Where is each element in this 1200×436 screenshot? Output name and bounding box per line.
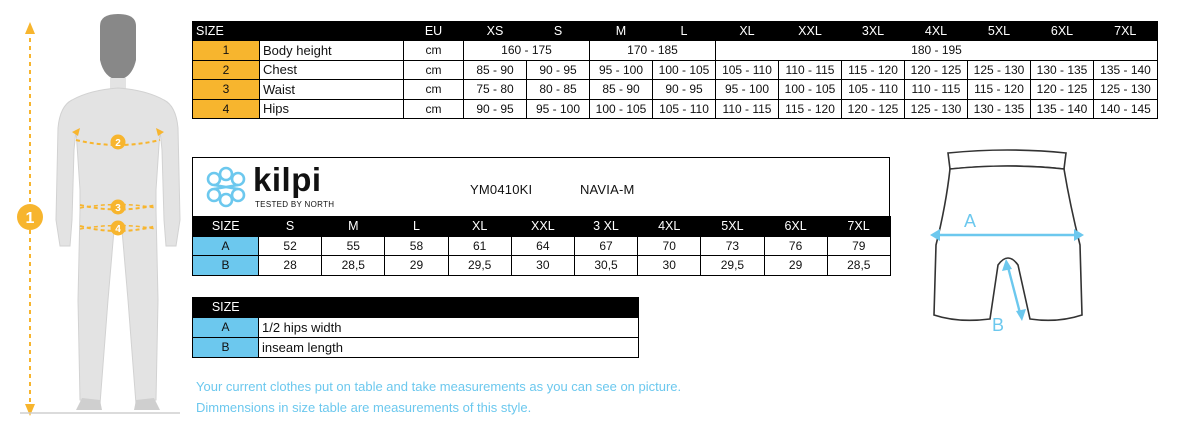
legend-header-row (193, 298, 639, 318)
size-row (193, 99, 1158, 119)
size-cell: 90 - 95 (527, 60, 590, 80)
style-row-key: A (193, 236, 259, 256)
style-cell: 28,5 (322, 256, 385, 276)
style-cell: 70 (638, 236, 701, 256)
style-header-cell: M (322, 217, 385, 237)
style-cell: 79 (827, 236, 890, 256)
legend-table (192, 297, 639, 358)
size-cell: 135 - 140 (1031, 99, 1094, 119)
size-cell: 140 - 145 (1094, 99, 1158, 119)
size-cell: 85 - 90 (590, 80, 653, 100)
style-cell: 67 (574, 236, 637, 256)
legend-row (193, 317, 639, 337)
size-cell: 105 - 110 (716, 60, 779, 80)
legend-key: B (193, 337, 259, 357)
size-row-unit: cm (404, 41, 464, 61)
size-header-cell: SIZE (193, 22, 260, 41)
size-header-cell: XS (464, 22, 527, 41)
size-row (193, 60, 1158, 80)
size-cell: 80 - 85 (527, 80, 590, 100)
style-header-cell: 5XL (701, 217, 764, 237)
style-cell: 30 (511, 256, 574, 276)
marker-height (17, 204, 43, 230)
style-table-header (193, 217, 891, 237)
marker-1-label: 1 (25, 210, 35, 227)
size-header-cell: 6XL (1031, 22, 1094, 41)
style-cell: 73 (701, 236, 764, 256)
size-header-cell: L (653, 22, 716, 41)
style-cell: 76 (764, 236, 827, 256)
style-cell: 28 (259, 256, 322, 276)
size-cell: 100 - 105 (653, 60, 716, 80)
legend-header-blank (259, 298, 639, 318)
size-row (193, 80, 1158, 100)
style-header-cell: SIZE (193, 217, 259, 237)
size-row-number: 4 (193, 99, 260, 119)
style-cell: 64 (511, 236, 574, 256)
size-row (193, 41, 1158, 61)
size-cell: 75 - 80 (464, 80, 527, 100)
size-cell: 115 - 120 (968, 80, 1031, 100)
legend-text: inseam length (259, 337, 639, 357)
marker-4-label: 4 (115, 224, 121, 235)
style-cell: 29,5 (448, 256, 511, 276)
style-measure-table (192, 216, 891, 276)
product-model: NAVIA-M (579, 182, 635, 197)
size-cell: 130 - 135 (1031, 60, 1094, 80)
style-header-cell: XL (448, 217, 511, 237)
size-cell: 115 - 120 (779, 99, 842, 119)
size-row-unit: cm (404, 80, 464, 100)
product-code: YM0410KI (470, 182, 533, 197)
size-cell: 95 - 100 (590, 60, 653, 80)
marker-hips (111, 221, 126, 236)
marker-chest (111, 135, 126, 150)
size-cell: 100 - 105 (590, 99, 653, 119)
size-header-cell: 3XL (842, 22, 905, 41)
legend-header-size: SIZE (193, 298, 259, 318)
style-cell: 30,5 (574, 256, 637, 276)
size-header-cell: XL (716, 22, 779, 41)
size-cell: 125 - 130 (905, 99, 968, 119)
legend-key: A (193, 317, 259, 337)
marker-waist (111, 200, 126, 215)
style-cell: 29,5 (701, 256, 764, 276)
size-header-cell (260, 22, 404, 41)
kilpi-knot-icon (201, 166, 251, 208)
size-row-name: Chest (260, 60, 404, 80)
brand-logo-text: kilpi (253, 161, 322, 198)
shorts-diagram (918, 145, 1098, 335)
style-row (193, 236, 891, 256)
size-cell: 120 - 125 (842, 99, 905, 119)
style-cell: 55 (322, 236, 385, 256)
size-cell: 120 - 125 (905, 60, 968, 80)
style-cell: 29 (764, 256, 827, 276)
size-row-unit: cm (404, 99, 464, 119)
shorts-label-b: B (992, 315, 1005, 335)
size-cell: 170 - 185 (590, 41, 716, 61)
size-row-number: 2 (193, 60, 260, 80)
style-cell: 61 (448, 236, 511, 256)
style-header-cell: L (385, 217, 448, 237)
size-cell: 125 - 130 (1094, 80, 1158, 100)
style-row (193, 256, 891, 276)
style-cell: 58 (385, 236, 448, 256)
style-header-cell: 7XL (827, 217, 890, 237)
size-cell: 100 - 105 (779, 80, 842, 100)
size-cell: 90 - 95 (464, 99, 527, 119)
size-cell: 90 - 95 (653, 80, 716, 100)
body-size-table (192, 21, 1158, 119)
size-cell: 110 - 115 (779, 60, 842, 80)
legend-text: 1/2 hips width (259, 317, 639, 337)
size-cell: 160 - 175 (464, 41, 590, 61)
legend-row (193, 337, 639, 357)
style-header-cell: 4XL (638, 217, 701, 237)
size-row-number: 3 (193, 80, 260, 100)
note-style-dimensions: Dimmensions in size table are measurements of this style. (196, 400, 532, 415)
size-cell: 125 - 130 (968, 60, 1031, 80)
style-header-cell: 6XL (764, 217, 827, 237)
size-row-number: 1 (193, 41, 260, 61)
size-header-cell: 7XL (1094, 22, 1158, 41)
style-cell: 52 (259, 236, 322, 256)
size-cell: 130 - 135 (968, 99, 1031, 119)
size-cell: 110 - 115 (905, 80, 968, 100)
size-cell: 105 - 110 (842, 80, 905, 100)
marker-2-label: 2 (115, 138, 121, 149)
size-cell: 180 - 195 (716, 41, 1158, 61)
size-cell: 120 - 125 (1031, 80, 1094, 100)
size-cell: 95 - 100 (527, 99, 590, 119)
style-cell: 30 (638, 256, 701, 276)
size-cell: 85 - 90 (464, 60, 527, 80)
style-cell: 29 (385, 256, 448, 276)
size-row-unit: cm (404, 60, 464, 80)
size-cell: 95 - 100 (716, 80, 779, 100)
style-header-cell: 3 XL (574, 217, 637, 237)
marker-3-label: 3 (115, 203, 121, 214)
size-cell: 115 - 120 (842, 60, 905, 80)
brand-tagline: TESTED BY NORTH (255, 200, 335, 209)
size-header-cell: S (527, 22, 590, 41)
style-row-key: B (193, 256, 259, 276)
size-header-cell: M (590, 22, 653, 41)
size-row-name: Hips (260, 99, 404, 119)
size-header-cell: 4XL (905, 22, 968, 41)
size-header-cell: 5XL (968, 22, 1031, 41)
size-header-cell: XXL (779, 22, 842, 41)
size-cell: 135 - 140 (1094, 60, 1158, 80)
size-header-cell: EU (404, 22, 464, 41)
size-row-name: Waist (260, 80, 404, 100)
body-figure (0, 0, 190, 436)
shorts-label-a: A (964, 211, 977, 231)
style-header-cell: XXL (511, 217, 574, 237)
size-table-header (193, 22, 1158, 41)
style-header-cell: S (259, 217, 322, 237)
size-cell: 110 - 115 (716, 99, 779, 119)
size-cell: 105 - 110 (653, 99, 716, 119)
style-cell: 28,5 (827, 256, 890, 276)
note-measure-instruction: Your current clothes put on table and take measurements as you can see on picture. (196, 379, 682, 394)
product-code-line (470, 182, 635, 197)
size-row-name: Body height (260, 41, 404, 61)
